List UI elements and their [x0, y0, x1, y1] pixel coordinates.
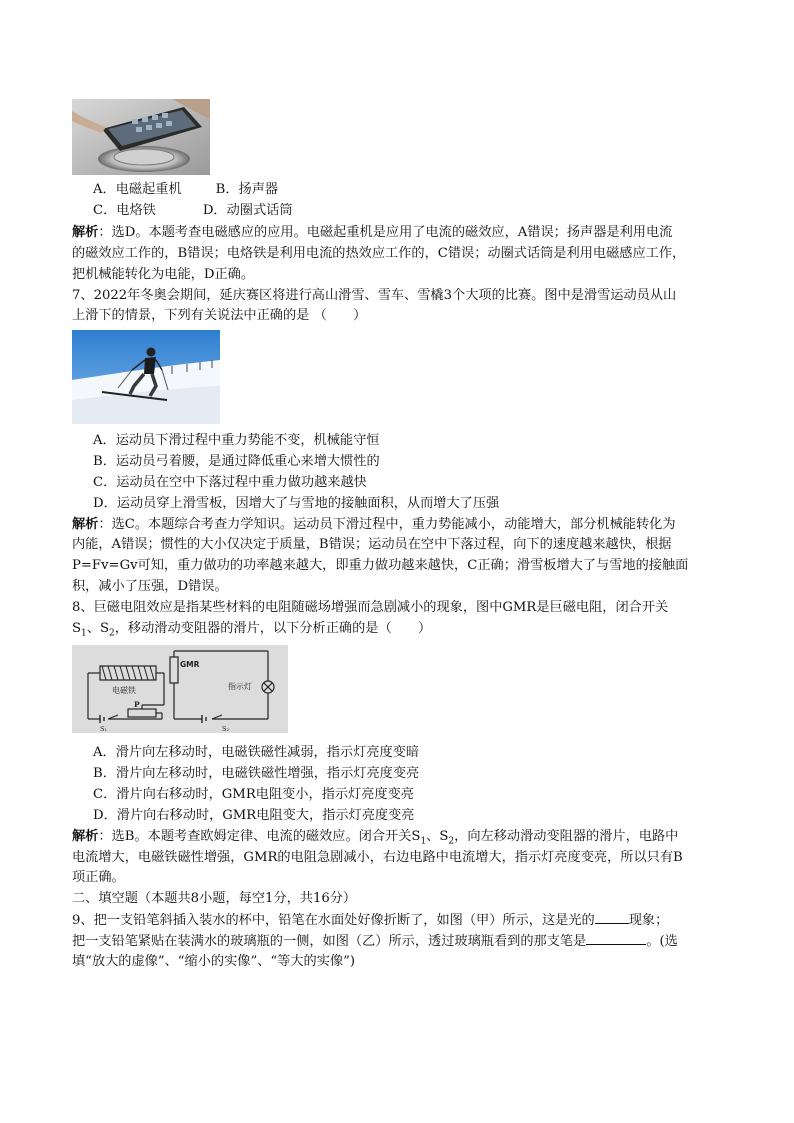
q8-stem-line1: 8、巨磁电阻效应是指某些材料的电阻随磁场增强而急剧减小的现象，图中GMR是巨磁电阻，闭合开关	[72, 600, 669, 615]
skier-photo	[72, 330, 220, 424]
q6-analysis-line1: 解析：选D。本题考查电磁感应的应用。电磁起重机是应用了电流的磁效应，A错误；扬声器是利用电流	[72, 225, 673, 240]
analysis-label: 解析	[72, 225, 99, 240]
wireless-charger-photo	[72, 99, 210, 175]
q8-stem-line2: $S_1$、$S_2$，移动滑动变阻器的滑片，以下分析正确的是（ ）	[72, 621, 432, 639]
q9-stem-line3: 填“放大的虚像”、“缩小的实像”、“等大的实像”)	[72, 954, 355, 969]
q8-option-d: D．滑片向右移动时，GMR电阻变大，指示灯亮度变亮	[93, 808, 415, 823]
diagram-label-indicator: 指示灯	[228, 682, 252, 691]
q7-stem-line2: 上滑下的情景，下列有关说法中正确的是 （ ）	[72, 308, 367, 323]
diagram-label-gmr: GMR	[180, 660, 200, 669]
q7-analysis-line3: P=Fv=Gv可知，重力做功的功率越来越大，即重力做功越来越快，C正确；滑雪板增大了与雪地的接触面	[72, 558, 689, 573]
gmr-circuit-diagram	[72, 645, 288, 733]
q6-option-a: A．电磁起重机	[93, 182, 182, 197]
q7-option-d: D．运动员穿上滑雪板，因增大了与雪地的接触面积，从而增大了压强	[93, 496, 500, 511]
q9-blank-2[interactable]	[586, 931, 646, 945]
diagram-label-p: P	[134, 700, 140, 709]
q7-analysis-line2: 内能，A错误；惯性的大小仅决定于质量，B错误；运动员在空中下落过程，向下的速度越来越快，根据	[72, 537, 672, 552]
q6-option-c: C．电烙铁	[93, 203, 156, 218]
q8-analysis-line2: 电流增大，电磁铁磁性增强，GMR的电阻急剧减小，右边电路中电流增大，指示灯亮度变亮，所以只有B	[72, 850, 683, 865]
q7-option-c: C．运动员在空中下落过程中重力做功越来越快	[93, 475, 367, 490]
diagram-label-s1: S₁	[100, 725, 108, 733]
q7-stem-line1: 7、2022年冬奥会期间，延庆赛区将进行高山滑雪、雪车、雪橇3个大项的比赛。图中是滑雪运动员从山	[72, 288, 677, 303]
q7-analysis-line1: 解析：选C。本题综合考查力学知识。运动员下滑过程中，重力势能减小，动能增大，部分机械能转化为	[72, 517, 676, 532]
diagram-label-electromagnet: 电磁铁	[112, 686, 136, 695]
section-2-heading: 二、填空题（本题共8小题，每空1分，共16分）	[72, 891, 357, 906]
q6-options-row2	[93, 201, 293, 221]
q8-analysis-line1: 解析：选B。本题考查欧姆定律、电流的磁效应。闭合开关$S_1$、$S_2$，向左移动滑动变阻器的滑片，电路中	[72, 829, 679, 847]
q7-analysis-line4: 积，减小了压强，D错误。	[72, 579, 228, 594]
q6-option-d: D．动圈式话筒	[202, 203, 293, 218]
q9-stem-line1: 9、把一支铅笔斜插入装水的杯中，铅笔在水面处好像折断了，如图（甲）所示，这是光的 现象；	[72, 910, 722, 931]
q6-option-b: B．扬声器	[215, 182, 279, 197]
q9-stem-line2: 把一支铅笔紧贴在装满水的玻璃瓶的一侧，如图（乙）所示，透过玻璃瓶看到的那支笔是 。(选	[72, 931, 722, 952]
q8-option-c: C．滑片向右移动时，GMR电阻变小，指示灯亮度变亮	[93, 787, 414, 802]
q6-analysis-line2: 的磁效应工作的，B错误；电烙铁是利用电流的热效应工作的，C错误；动圈式话筒是利用电磁感应工作，	[72, 246, 686, 261]
q8-option-a: A．滑片向左移动时，电磁铁磁性减弱，指示灯亮度变暗	[93, 745, 420, 760]
diagram-label-s2: S₂	[222, 725, 230, 733]
q6-options-row1	[93, 180, 278, 200]
q6-analysis-line3: 把机械能转化为电能，D正确。	[72, 267, 255, 282]
q7-option-b: B．运动员弓着腰，是通过降低重心来增大惯性的	[93, 454, 380, 469]
q8-analysis-line3: 项正确。	[72, 870, 125, 885]
q9-blank-1[interactable]	[595, 910, 629, 924]
q7-option-a: A．运动员下滑过程中重力势能不变，机械能守恒	[93, 433, 380, 448]
q8-option-b: B．滑片向左移动时，电磁铁磁性增强，指示灯亮度变亮	[93, 766, 420, 781]
